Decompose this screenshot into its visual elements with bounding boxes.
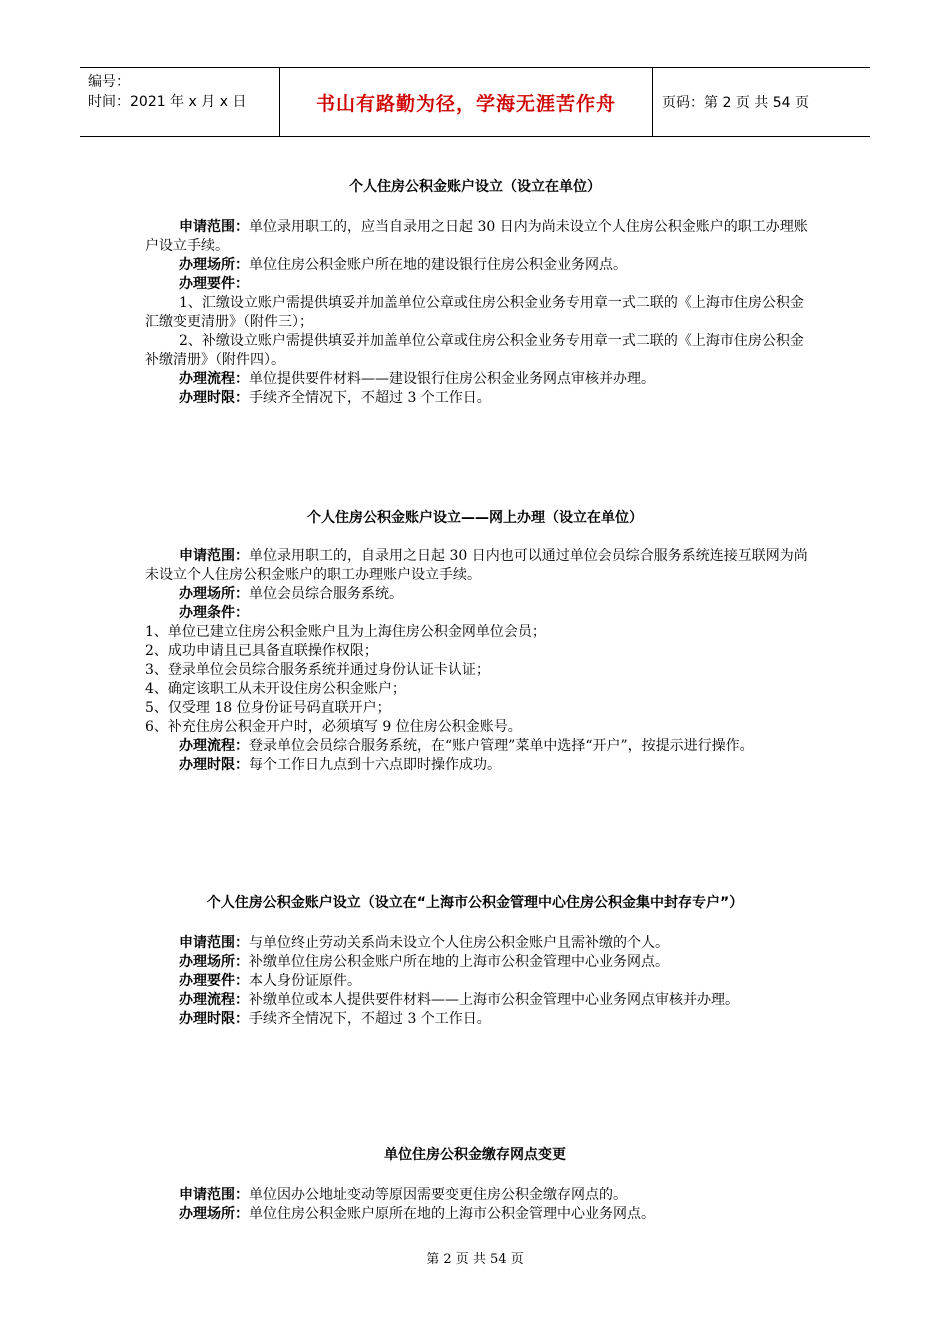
paragraph-text: 单位住房公积金账户所在地的建设银行住房公积金业务网点。 <box>249 257 627 273</box>
paragraph-label: 申请范围： <box>179 548 249 564</box>
paragraph <box>145 972 810 991</box>
paragraph-text: 单位会员综合服务系统。 <box>249 586 403 602</box>
header-motto: 书山有路勤为径，学海无涯苦作舟 <box>315 92 616 115</box>
section-body <box>145 547 810 775</box>
paragraph <box>145 953 810 972</box>
paragraph <box>145 934 810 953</box>
paragraph-label: 办理流程： <box>179 738 249 754</box>
paragraph <box>145 1205 810 1224</box>
paragraph <box>145 256 810 275</box>
paragraph-text: 5、仅受理 18 位身份证号码直联开户； <box>145 700 391 716</box>
paragraph-label: 办理要件： <box>179 973 249 989</box>
paragraph-label: 办理场所： <box>179 257 249 273</box>
paragraph-text: 单位因办公地址变动等原因需要变更住房公积金缴存网点的。 <box>249 1187 627 1203</box>
paragraph-text: 登录单位会员综合服务系统，在“账户管理”菜单中选择“开户”，按提示进行操作。 <box>249 738 754 754</box>
paragraph <box>145 680 810 699</box>
paragraph-text: 2、补缴设立账户需提供填妥并加盖单位公章或住房公积金业务专用章一式二联的《上海市住房公积金补缴清册》（附件四）。 <box>145 333 804 368</box>
header-meta <box>88 72 278 112</box>
paragraph-text: 补缴单位住房公积金账户所在地的上海市公积金管理中心业务网点。 <box>249 954 669 970</box>
paragraph <box>145 756 810 775</box>
paragraph <box>145 623 810 642</box>
paragraph <box>145 991 810 1010</box>
paragraph-text: 1、汇缴设立账户需提供填妥并加盖单位公章或住房公积金业务专用章一式二联的《上海市住房公积金汇缴变更清册》（附件三）； <box>145 295 804 330</box>
page-header <box>80 67 870 137</box>
paragraph-text: 1、单位已建立住房公积金账户且为上海住房公积金网单位会员； <box>145 624 546 640</box>
paragraph <box>145 218 810 256</box>
section-title: 个人住房公积金账户设立（设立在“上海市公积金管理中心住房公积金集中封存专户”） <box>206 895 744 911</box>
paragraph-label: 办理场所： <box>179 586 249 602</box>
paragraph-label: 办理流程： <box>179 371 249 387</box>
paragraph-label: 办理时限： <box>179 757 249 773</box>
paragraph-text: 2、成功申请且已具备直联操作权限； <box>145 643 378 659</box>
paragraph <box>145 547 810 585</box>
paragraph <box>145 585 810 604</box>
paragraph <box>145 718 810 737</box>
paragraph-text: 3、登录单位会员综合服务系统并通过身份认证卡认证； <box>145 662 490 678</box>
paragraph <box>145 389 810 408</box>
paragraph <box>145 642 810 661</box>
paragraph-text: 与单位终止劳动关系尚未设立个人住房公积金账户且需补缴的个人。 <box>249 935 669 951</box>
section-title: 单位住房公积金缴存网点变更 <box>384 1147 566 1163</box>
paragraph-text: 手续齐全情况下，不超过 3 个工作日。 <box>249 1011 491 1027</box>
paragraph-text: 单位录用职工的，自录用之日起 30 日内也可以通过单位会员综合服务系统连接互联网为尚未设立个人住房公积金账户的职工办理账户设立手续。 <box>145 548 808 583</box>
paragraph-label: 办理时限： <box>179 390 249 406</box>
paragraph <box>145 275 810 294</box>
paragraph-label: 申请范围： <box>179 935 249 951</box>
page-footer: 第 2 页 共 54 页 <box>426 1252 524 1267</box>
paragraph <box>145 370 810 389</box>
paragraph <box>145 294 810 332</box>
paragraph <box>145 332 810 370</box>
section-title: 个人住房公积金账户设立——网上办理（设立在单位） <box>307 510 643 526</box>
paragraph-text: 本人身份证原件。 <box>249 973 361 989</box>
paragraph <box>145 661 810 680</box>
paragraph-label: 申请范围： <box>179 219 249 235</box>
section-body <box>145 218 810 408</box>
paragraph <box>145 699 810 718</box>
paragraph-text: 补缴单位或本人提供要件材料——上海市公积金管理中心业务网点审核并办理。 <box>249 992 739 1008</box>
header-divider <box>652 68 653 136</box>
paragraph-label: 办理场所： <box>179 954 249 970</box>
paragraph <box>145 1186 810 1205</box>
paragraph-text: 4、确定该职工从未开设住房公积金账户； <box>145 681 406 697</box>
paragraph-label: 办理要件： <box>179 276 249 292</box>
paragraph-text: 每个工作日九点到十六点即时操作成功。 <box>249 757 501 773</box>
section-body <box>145 934 810 1029</box>
paragraph-text: 6、补充住房公积金开户时，必须填写 9 位住房公积金账号。 <box>145 719 522 735</box>
paragraph-text: 单位住房公积金账户原所在地的上海市公积金管理中心业务网点。 <box>249 1206 655 1222</box>
paragraph <box>145 1010 810 1029</box>
number-label: 编号： <box>88 74 130 90</box>
paragraph-label: 办理条件： <box>179 605 249 621</box>
paragraph-text: 单位录用职工的，应当自录用之日起 30 日内为尚未设立个人住房公积金账户的职工办理账户设立手续。 <box>145 219 808 254</box>
paragraph-label: 办理时限： <box>179 1011 249 1027</box>
paragraph-label: 办理流程： <box>179 992 249 1008</box>
section-body <box>145 1186 810 1224</box>
paragraph-text: 单位提供要件材料——建设银行住房公积金业务网点审核并办理。 <box>249 371 655 387</box>
paragraph <box>145 737 810 756</box>
header-page-info: 页码：第 2 页 共 54 页 <box>662 95 809 111</box>
paragraph-label: 申请范围： <box>179 1187 249 1203</box>
paragraph-text: 手续齐全情况下，不超过 3 个工作日。 <box>249 390 491 406</box>
date-label: 时间：2021 年 x 月 x 日 <box>88 94 247 110</box>
paragraph-label: 办理场所： <box>179 1206 249 1222</box>
section-title: 个人住房公积金账户设立（设立在单位） <box>349 179 601 195</box>
paragraph <box>145 604 810 623</box>
